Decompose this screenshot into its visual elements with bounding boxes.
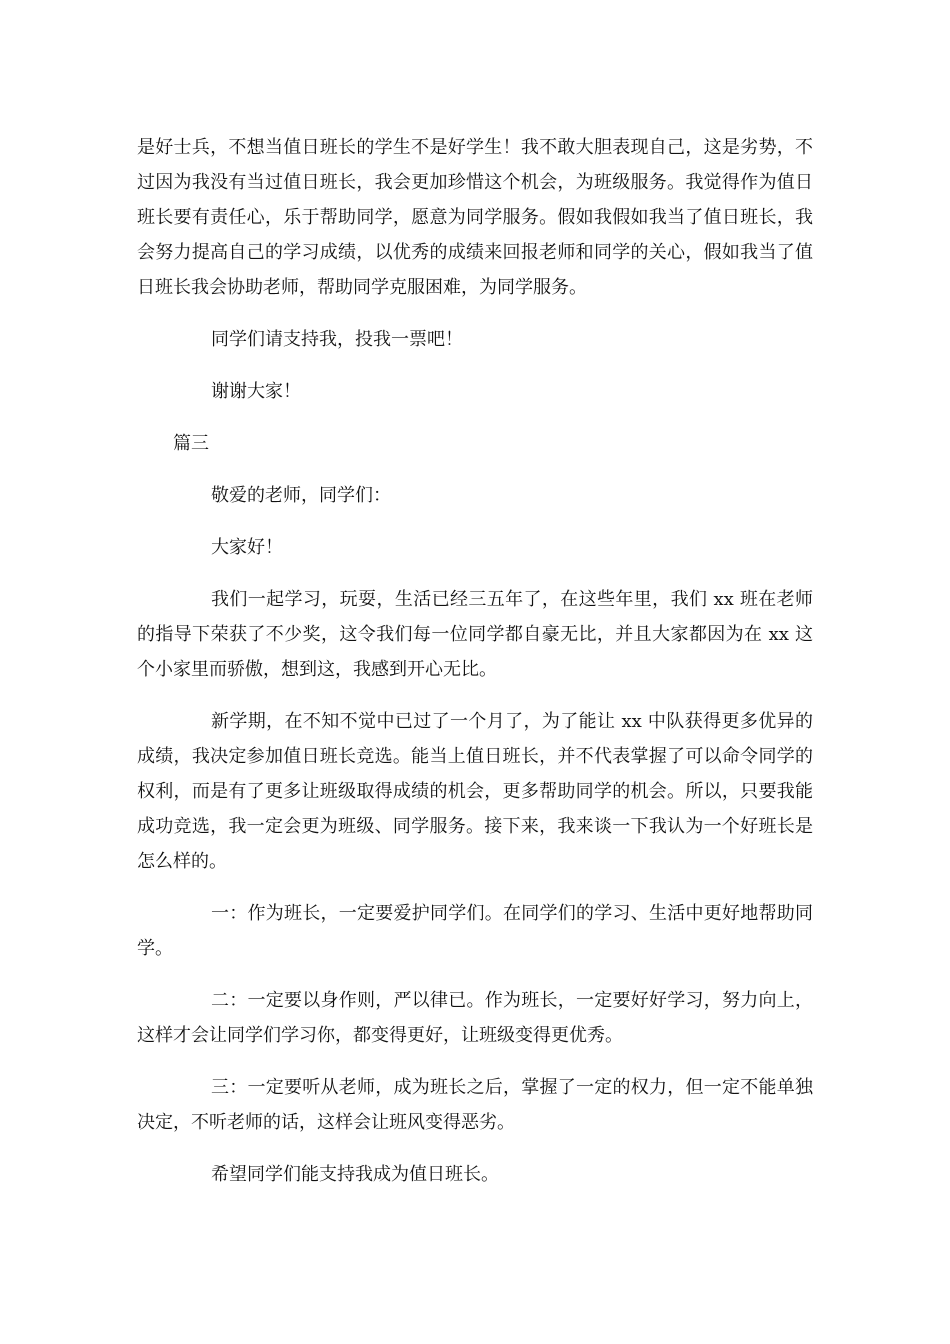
paragraph-point-three: 三：一定要听从老师，成为班长之后，掌握了一定的权力，但一定不能单独决定，不听老师的话，这样会让班风变得恶劣。 bbox=[137, 1077, 813, 1133]
paragraph-new-semester: 新学期，在不知不觉中已过了一个月了，为了能让 xx 中队获得更多优异的成绩，我决定参加值日班长竞选。能当上值日班长，并不代表掌握了可以命令同学的权利，而是有了更多让班级取得成绩的机会，更多帮助同学的机会。所以，只要我能成功竞选，我一定会更为班级、同学服务。接下来，我来谈一下我认为一个好班长是怎么样的。 bbox=[137, 711, 813, 872]
section-heading: 篇三 bbox=[173, 433, 209, 454]
paragraph-point-two: 二：一定要以身作则，严以律已。作为班长，一定要好好学习，努力向上，这样才会让同学们学习你，都变得更好，让班级变得更优秀。 bbox=[137, 990, 813, 1046]
paragraph-continuation: 是好士兵，不想当值日班长的学生不是好学生！我不敢大胆表现自己，这是劣势，不过因为我没有当过值日班长，我会更加珍惜这个机会，为班级服务。我觉得作为值日班长要有责任心，乐于帮助同学，愿意为同学服务。假如我假如我当了值日班长，我会努力提高自己的学习成绩，以优秀的成绩来回报老师和同学的关心，假如我当了值日班长我会协助老师，帮助同学克服困难，为同学服务。 bbox=[137, 137, 813, 298]
paragraph-support-request: 同学们请支持我，投我一票吧！ bbox=[211, 329, 463, 350]
paragraph-intro: 我们一起学习，玩耍，生活已经三五年了，在这些年里，我们 xx 班在老师的指导下荣获了不少奖，这令我们每一位同学都自豪无比，并且大家都因为在 xx 这个小家里而骄傲，想到这，我感到开心无比。 bbox=[137, 589, 813, 680]
paragraph-closing: 希望同学们能支持我成为值日班长。 bbox=[211, 1164, 499, 1185]
paragraph-greeting: 大家好！ bbox=[211, 537, 283, 558]
paragraph-thanks: 谢谢大家！ bbox=[211, 381, 301, 402]
paragraph-salutation: 敬爱的老师，同学们： bbox=[211, 485, 391, 506]
document-body bbox=[137, 130, 813, 1192]
paragraph-point-one: 一：作为班长，一定要爱护同学们。在同学们的学习、生活中更好地帮助同学。 bbox=[137, 903, 813, 959]
